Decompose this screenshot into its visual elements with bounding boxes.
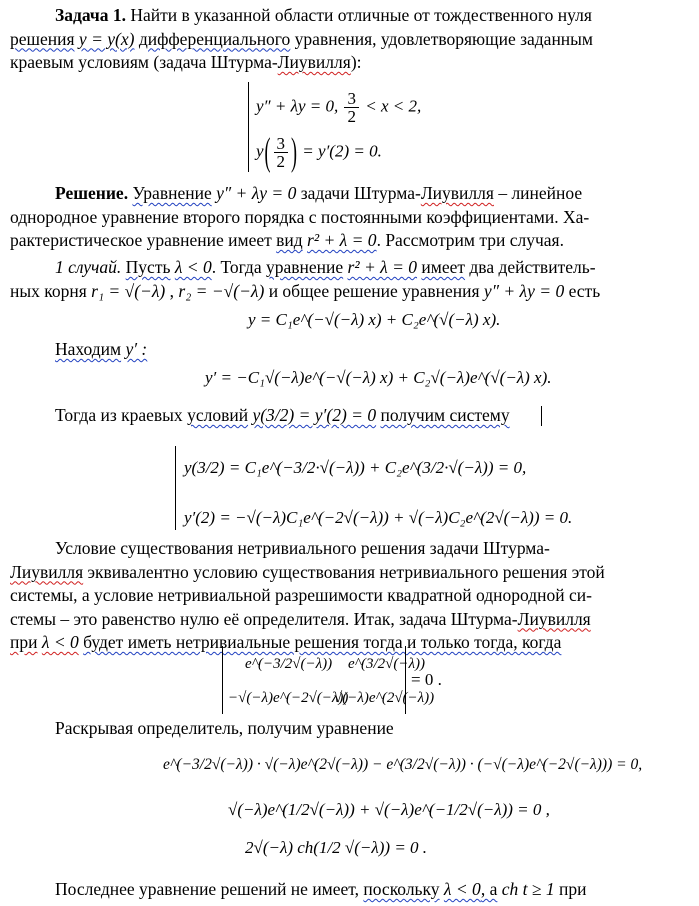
derivative-line: Находим y′ : bbox=[55, 339, 148, 359]
general-solution: y = C₁e^(−√(−λ) x) + C₂e^(√(−λ) x). bbox=[248, 310, 501, 329]
system1-eq1: y″ + λy = 0, $\frac{3}{2}$ < x < 2, bbox=[256, 89, 422, 126]
solution-paragraph: Решение. Уравнение y″ + λy = 0 задачи Штурма-Лиувилля – линейное однородное уравнение второго порядка с постоянными коэффициентами. Ха- рактеристическое уравнение имеет вид r² + λ = 0. Рассмотрим три случая. bbox=[10, 183, 590, 250]
det-rhs: = 0 . bbox=[411, 670, 442, 689]
system2-eq2: y′(2) = −√(−λ)C₁e^(−2√(−λ)) + √(−λ)C₂e^(2√(−λ)) = 0. bbox=[184, 508, 573, 527]
system2-brace bbox=[175, 446, 176, 530]
problem-title: Задача 1. bbox=[55, 5, 127, 25]
system2-eq1: y(3/2) = C₁e^(−3/2·√(−λ)) + C₂e^(3/2·√(−λ)) = 0, bbox=[184, 458, 527, 477]
derivative-formula: y′ = −C₁√(−λ)e^(−√(−λ) x) + C₂√(−λ)e^(√(−λ) x). bbox=[205, 368, 552, 387]
det-a12: e^(3/2√(−λ)) bbox=[348, 656, 425, 672]
det-a22: √(−λ)e^(2√(−λ)) bbox=[334, 690, 435, 706]
expand-text: Раскрывая определитель, получим уравнение bbox=[55, 718, 394, 738]
system-brace bbox=[248, 82, 249, 172]
text-cursor bbox=[541, 406, 542, 426]
boundary-line: Тогда из краевых условий y(3/2) = y′(2) = 0 получим систему bbox=[55, 405, 510, 425]
expand-eq1: e^(−3/2√(−λ)) · √(−λ)e^(2√(−λ)) − e^(3/2√(−λ)) · (−√(−λ)e^(−2√(−λ))) = 0, bbox=[163, 756, 643, 773]
case1-paragraph: 1 случай. Пусть λ < 0. Тогда уравнение r² + λ = 0 имеет два действитель- ных корня r₁ = √(−λ) , r₂ = −√(−λ) и общее решение уравнения y″ + λy = 0 есть bbox=[10, 257, 601, 301]
det-a11: e^(−3/2√(−λ)) bbox=[245, 656, 333, 672]
expand-eq3: 2√(−λ) ch(1/2 √(−λ)) = 0 . bbox=[245, 838, 428, 857]
last-line: Последнее уравнение решений не имеет, поскольку λ < 0, а ch t ≥ 1 при bbox=[55, 879, 587, 899]
det-a21: −√(−λ)e^(−2√(−λ)) bbox=[228, 690, 349, 706]
det-left-bar bbox=[222, 646, 223, 714]
existence-paragraph: Условие существования нетривиального решения задачи Штурма- Лиувилля эквивалентно условию существования нетривиального решения этой системы, а условие нетривиальной разрешимости квадратной однородной си- стемы – это равенство нулю её определителя. Итак, задача Штурма-Лиувилля при λ < 0 будет иметь нетривиальные решения тогда и только тогда, когда bbox=[10, 538, 605, 652]
system1-eq2: y( $\frac{3}{2}$ ) = y′(2) = 0. bbox=[256, 129, 382, 174]
problem-paragraph: Задача 1. Найти в указанной области отличные от тождественного нуля решения y = y(x) дифференциального уравнения, удовлетворяющие заданным краевым условиям (задача Штурма-Лиувилля): bbox=[10, 5, 594, 72]
expand-eq2: √(−λ)e^(1/2√(−λ)) + √(−λ)e^(−1/2√(−λ)) = 0 , bbox=[228, 800, 550, 819]
